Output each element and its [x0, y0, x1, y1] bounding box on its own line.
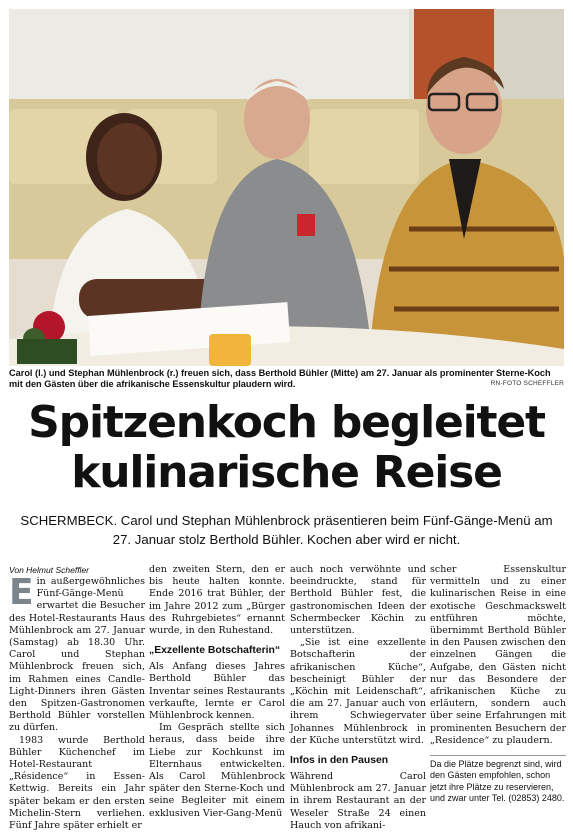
- paragraph: 1983 wurde Berthold Bühler Küchenchef im Hotel-Restaurant „Résidence“ in Essen-Kettwig. Bereits ein Jahr später bekam er den ersten Michelin-Stern verliehen. Fünf Jahre später erhielt er: [9, 734, 145, 832]
- article-headline: [0, 398, 573, 498]
- article-column-2: [149, 564, 285, 820]
- drop-cap: E: [9, 572, 34, 613]
- photo-credit: RN-FOTO SCHEFFLER: [490, 380, 564, 387]
- paragraph: Als Anfang dieses Jahres Berthold Bühler das Inventar seines Restaurants verkaufte, lernte er Carol Mühlenbrock kennen.: [149, 661, 285, 722]
- photo-illustration: [9, 9, 564, 366]
- paragraph: Im Gespräch stellte sich heraus, dass beide ihre Liebe zur Kochkunst im Elternhaus entwickelten. Als Carol Mühlenbrock später den Sterne-Koch und seine Begleiter mit einem exklusiven Vier-Gang-Menü: [149, 722, 285, 819]
- paragraph: auch noch verwöhnte und beeindruckte, stand für Berthold Bühler fest, die gastronomischen Ideen der Schermbecker Köchin zu unterstützen.: [290, 564, 426, 637]
- paragraph-text: in außergewöhnliches Fünf-Gänge-Menü erwartet die Besucher des Hotel-Restaurants Haus Mühlenbrock am 27. Januar (Samstag) ab 18.30 Uhr. Carol und Stephan Mühlenbrock freuen sich, im Rahmen eines Candle-Light-Dinners ihren Gästen den Spitzen-Gastronomen Berthold Bühler vorstellen zu dürfen.: [9, 576, 145, 734]
- article-photo: [9, 9, 564, 366]
- paragraph: Während Carol Mühlenbrock am 27. Januar in ihrem Restaurant an der Weseler Straße 24 einen Hauch von afrikani-: [290, 771, 426, 831]
- article-column-3: [290, 564, 426, 832]
- article-column-4: [430, 564, 566, 804]
- paragraph: scher Essenskultur vermitteln und zu einer kulinarischen Reise in eine exotische Geschmackswelt entführen möchte, übernimmt Berthold Bühler in den Pausen zwischen den einzelnen Gängen die Aufgabe, den Gästen nicht nur das Besondere der afrikanischen Küche zu erläutern, sondern auch über seine Erfahrungen mit prominenten Besuchern der „Residence“ zu plaudern.: [430, 564, 566, 746]
- subheading: „Exzellente Botschafterin“: [149, 645, 281, 657]
- author-byline: Von Helmut Scheffler: [9, 565, 89, 575]
- reservation-note: Da die Plätze begrenzt sind, wird den Gästen empfohlen, schon jetzt ihre Plätze zu reservieren, und zwar unter Tel. (02853) 2480.: [430, 755, 566, 804]
- article-lead: SCHERMBECK. Carol und Stephan Mühlenbrock präsentieren beim Fünf-Gänge-Menü am 27. Januar stolz Berthold Bühler. Kochen aber wird er nicht.: [20, 513, 553, 547]
- caption-text: Carol (l.) und Stephan Mühlenbrock (r.) freuen sich, dass Berthold Bühler (Mitte) am 27. Januar als prominenter Sterne-Koch mit den Gästen über die afrikanische Essenskultur plaudern wird.: [9, 368, 551, 389]
- photo-caption: [9, 368, 564, 390]
- subheading: Infos in den Pausen: [290, 755, 389, 767]
- paragraph: [9, 572, 145, 735]
- article-column-1: [9, 572, 145, 832]
- headline-line-2: kulinarische Reise: [71, 447, 502, 498]
- paragraph: den zweiten Stern, den er bis heute halten konnte. Ende 2016 trat Bühler, der im Jahre 2012 zum „Bürger des Ruhrgebietes“ ernannt wurde, in den Ruhestand.: [149, 564, 285, 637]
- paragraph: „Sie ist eine exzellente Botschafterin der afrikanischen Küche“, bescheinigt Bühler der „Köchin mit Leidenschaft“, die am 27. Januar auch von ihrem Schwiegervater Johannes Mühlenbrock in der Küche unterstützt wird.: [290, 637, 426, 746]
- headline-line-1: Spitzenkoch begleitet: [28, 397, 545, 448]
